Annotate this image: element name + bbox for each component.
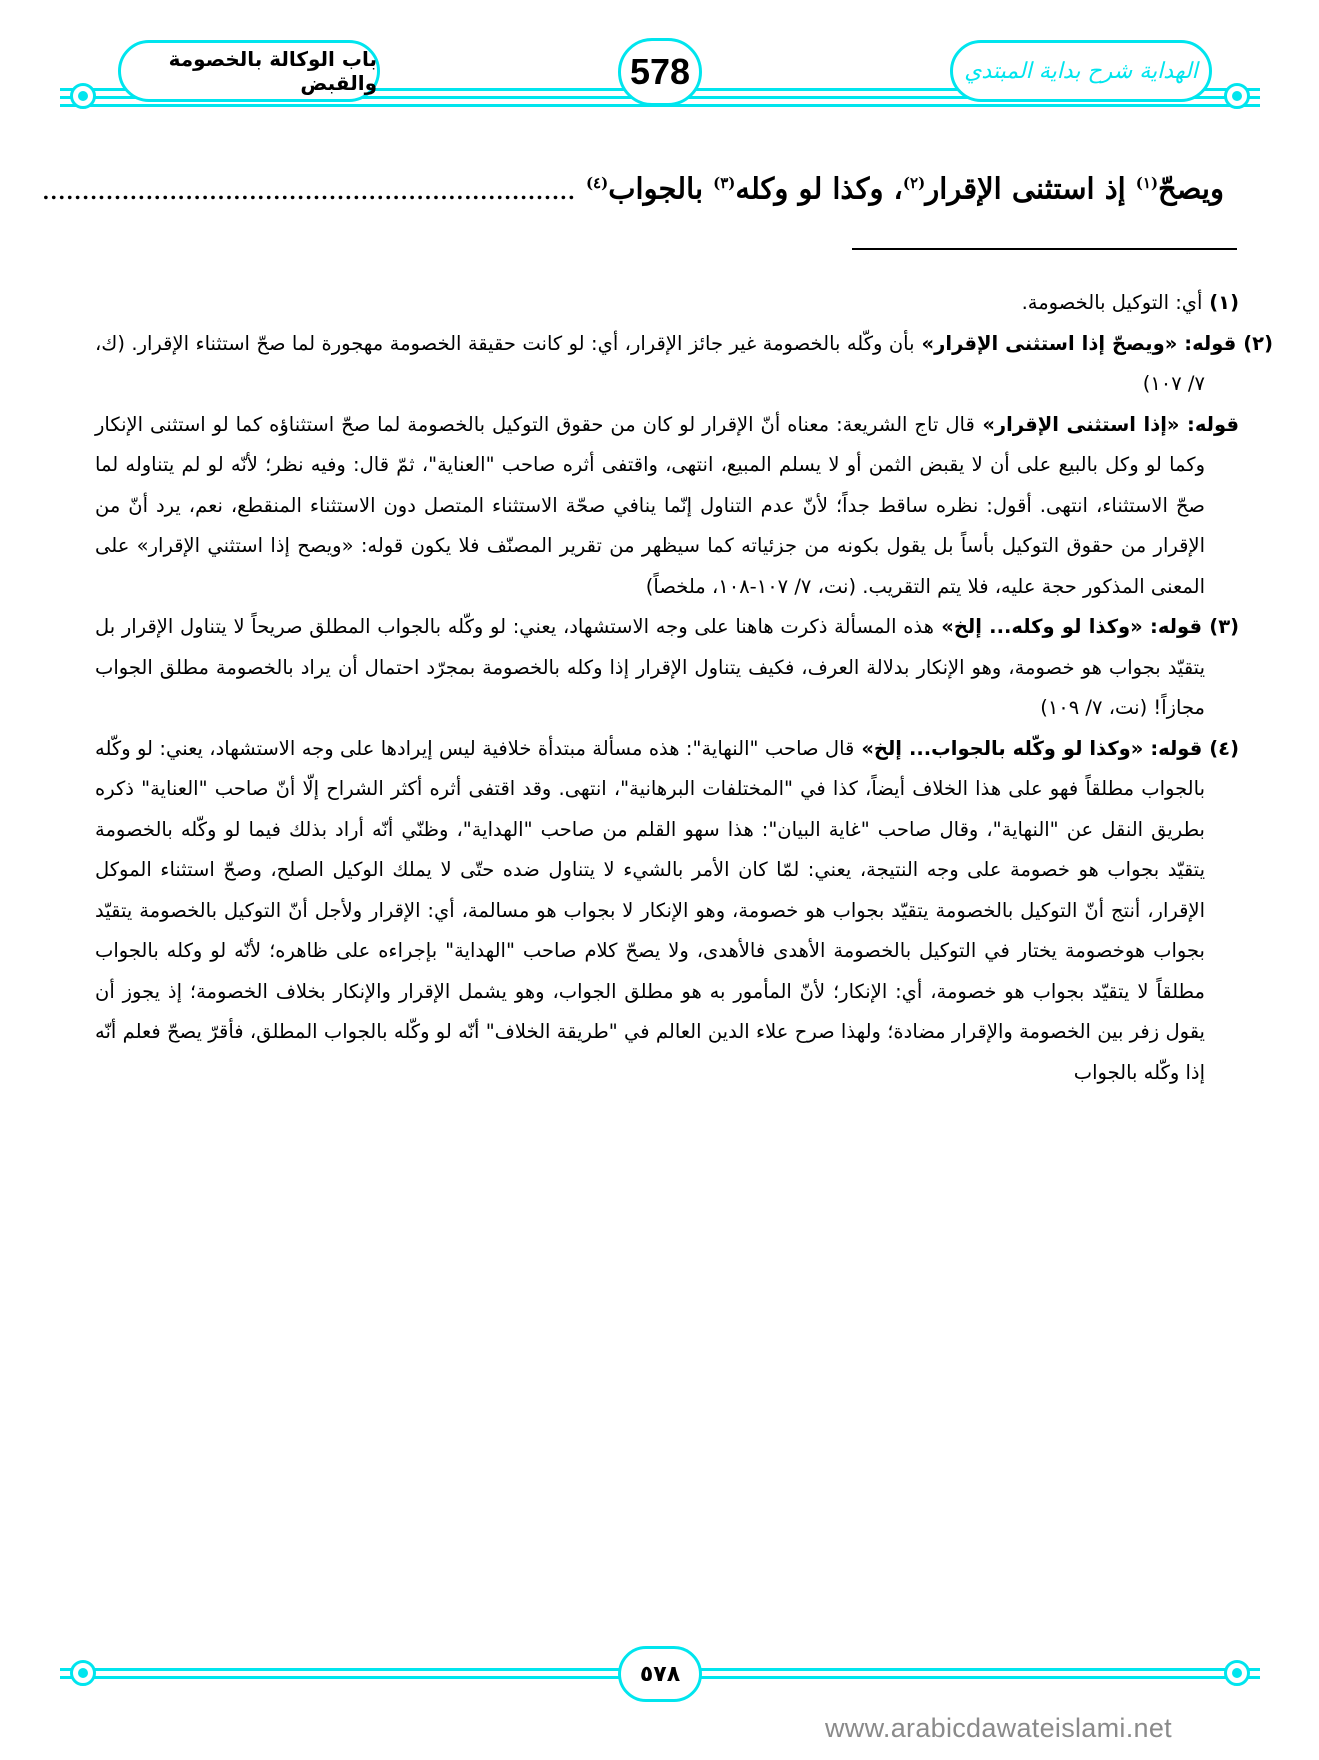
footnote-label: (٢) قوله: «ويصحّ إذا استثنى الإقرار» [914, 331, 1273, 355]
footnote-marker: (٤) [585, 174, 609, 192]
footnote-4 [95, 729, 1239, 1094]
footnote-1 [95, 283, 1239, 324]
book-title-cartouche [950, 40, 1212, 102]
footnote-label: قوله: «إذا استثنى الإقرار» [974, 412, 1239, 436]
matn-segment: ويصحّ [1158, 171, 1224, 206]
footnote-text: قال تاج الشريعة: معناه أنّ الإقرار لو كان من حقوق التوكيل بالخصومة لما صحّ استثناؤه كما لو استثنى الإنكار وكما لو وكل بالبيع على أن لا يقبض الثمن أو لا يسلم المبيع، انتهى، واقتفى أثره صاحب "العناية"، ثمّ قال: وفيه نظر؛ لأنّه لو لم يتناوله لما صحّ الاستثناء، انتهى. أقول: نظره ساقط جداً؛ لأنّ عدم التناول إنّما ينافي صحّة الاستثناء المتصل دون الاستثناء المنقطع، نعم، يرد أنّ من الإقرار من حقوق التوكيل بأساً بل يقول بكونه من جزئياته كما سيظهر من تقرير المصنّف فلا يكون قوله: «ويصح إذا استثني الإقرار» على المعنى المذكور حجة عليه، فلا يتم التقريب. (نت، ٧/ ١٠٧-١٠٨، ملخصاً) [95, 412, 1205, 598]
chapter-title: باب الوكالة بالخصومة والقبض [168, 47, 377, 95]
footnote-label: (٤) قوله: «وكذا لو وكّله بالجواب... إلخ» [854, 736, 1239, 760]
footnote-3 [95, 607, 1239, 729]
website-watermark: www.arabicdawateislami.net [825, 1713, 1172, 1743]
footnote-2-continued [95, 405, 1239, 608]
footnote-text: أي: التوكيل بالخصومة. [1021, 291, 1203, 314]
right-finial-ornament-icon [1224, 83, 1250, 109]
page-header [0, 30, 1319, 150]
page-number-cartouche [618, 38, 702, 106]
footnote-marker: (١) [1135, 174, 1159, 192]
footnote-label: (٣) قوله: «وكذا لو وكله... إلخ» [933, 615, 1240, 638]
footer-page-number-cartouche [618, 1646, 702, 1702]
chapter-title-cartouche [118, 40, 380, 102]
footnote-text: بأن وكّله بالخصومة غير جائز الإقرار، أي: لو كانت حقيقة الخصومة مهجورة لما صحّ استثناء الإقرار. (ك، ٧/ ١٠٧) [95, 331, 1205, 395]
page-footer [0, 1640, 1319, 1720]
left-finial-ornament-icon [70, 1660, 96, 1686]
book-title: الهداية شرح بداية المبتدي [964, 58, 1198, 84]
footnote-text: قال صاحب "النهاية": هذه مسألة مبتدأة خلافية ليس إيرادها على وجه الاستشهاد، يعني: لو وكّله بالجواب مطلقاً فهو على هذا الخلاف أيضاً، كذا في "المختلفات البرهانية"، انتهى. وقد اقتفى أثره أكثر الشراح إلّا أنّ صاحب "العناية" ذكره بطريق النقل عن "النهاية"، وقال صاحب "غاية البيان": هذا سهو القلم من صاحب "الهداية"، وظنّي أنّه أراد بذلك فيما لو وكّله بالخصومة يتقيّد بجواب هو خصومة على وجه النتيجة، يعني: لمّا كان الأمر بالشيء لا يتناول ضده حتّى لا يملك الوكيل الصلح، وصحّ استثناء الموكل الإقرار، أنتج أنّ التوكيل بالخصومة يتقيّد بجواب هو خصومة، وهو الإنكار لا بجواب هو مسالمة، أي: الإقرار ولأجل أنّ التوكيل بالخصومة يتقيّد بجواب هوخصومة يختار في التوكيل بالخصومة الأهدى فالأهدى، ولا يصحّ كلام صاحب "الهداية" بإجراءه على ظاهره؛ لأنّه لو وكله بالجواب مطلقاً لا يتقيّد بجواب هو خصومة، أي: الإنكار؛ لأنّ المأمور به هو مطلق الجواب، وهو يشمل الإقرار والإنكار بخلاف الخصومة؛ إذ يجوز أن يقول زفر بين الخصومة والإقرار مضادة؛ ولهذا صرح علاء الدين العالم في "طريقة الخلاف" أنّه لو وكّله بالجواب المطلق، فأقرّ يصحّ فعلم أنّه إذا وكّله بالجواب [95, 736, 1205, 1084]
dotted-leader: ................................................................... [42, 179, 576, 204]
footnote-separator [852, 248, 1237, 250]
matn-text-line [42, 158, 1224, 217]
footnote-marker: (٣) [713, 174, 736, 192]
footnote-2 [95, 324, 1273, 405]
footer-page-number: ٥٧٨ [639, 1661, 681, 1687]
footnotes-section [95, 283, 1273, 1093]
matn-segment: بالجواب [608, 171, 714, 206]
footnote-marker: (٢) [902, 174, 926, 192]
left-finial-ornament-icon [70, 83, 96, 109]
footnote-label: (١) [1202, 291, 1239, 314]
matn-segment: إذ استثنى الإقرار [925, 171, 1136, 206]
right-finial-ornament-icon [1224, 1660, 1250, 1686]
matn-segment: ، وكذا لو وكله [735, 171, 903, 206]
page-number: 578 [629, 51, 691, 92]
footnote-text: هذه المسألة ذكرت هاهنا على وجه الاستشهاد، يعني: لو وكّله بالجواب المطلق صريحاً لا يتناول الإقرار بل يتقيّد بجواب هو خصومة، وهو الإنكار بدلالة العرف، فكيف يتناول الإقرار إذا وكله بالخصومة بمجرّد احتمال أن يراد بالخصومة مطلق الجواب مجازاً! (نت، ٧/ ١٠٩) [95, 615, 1205, 719]
